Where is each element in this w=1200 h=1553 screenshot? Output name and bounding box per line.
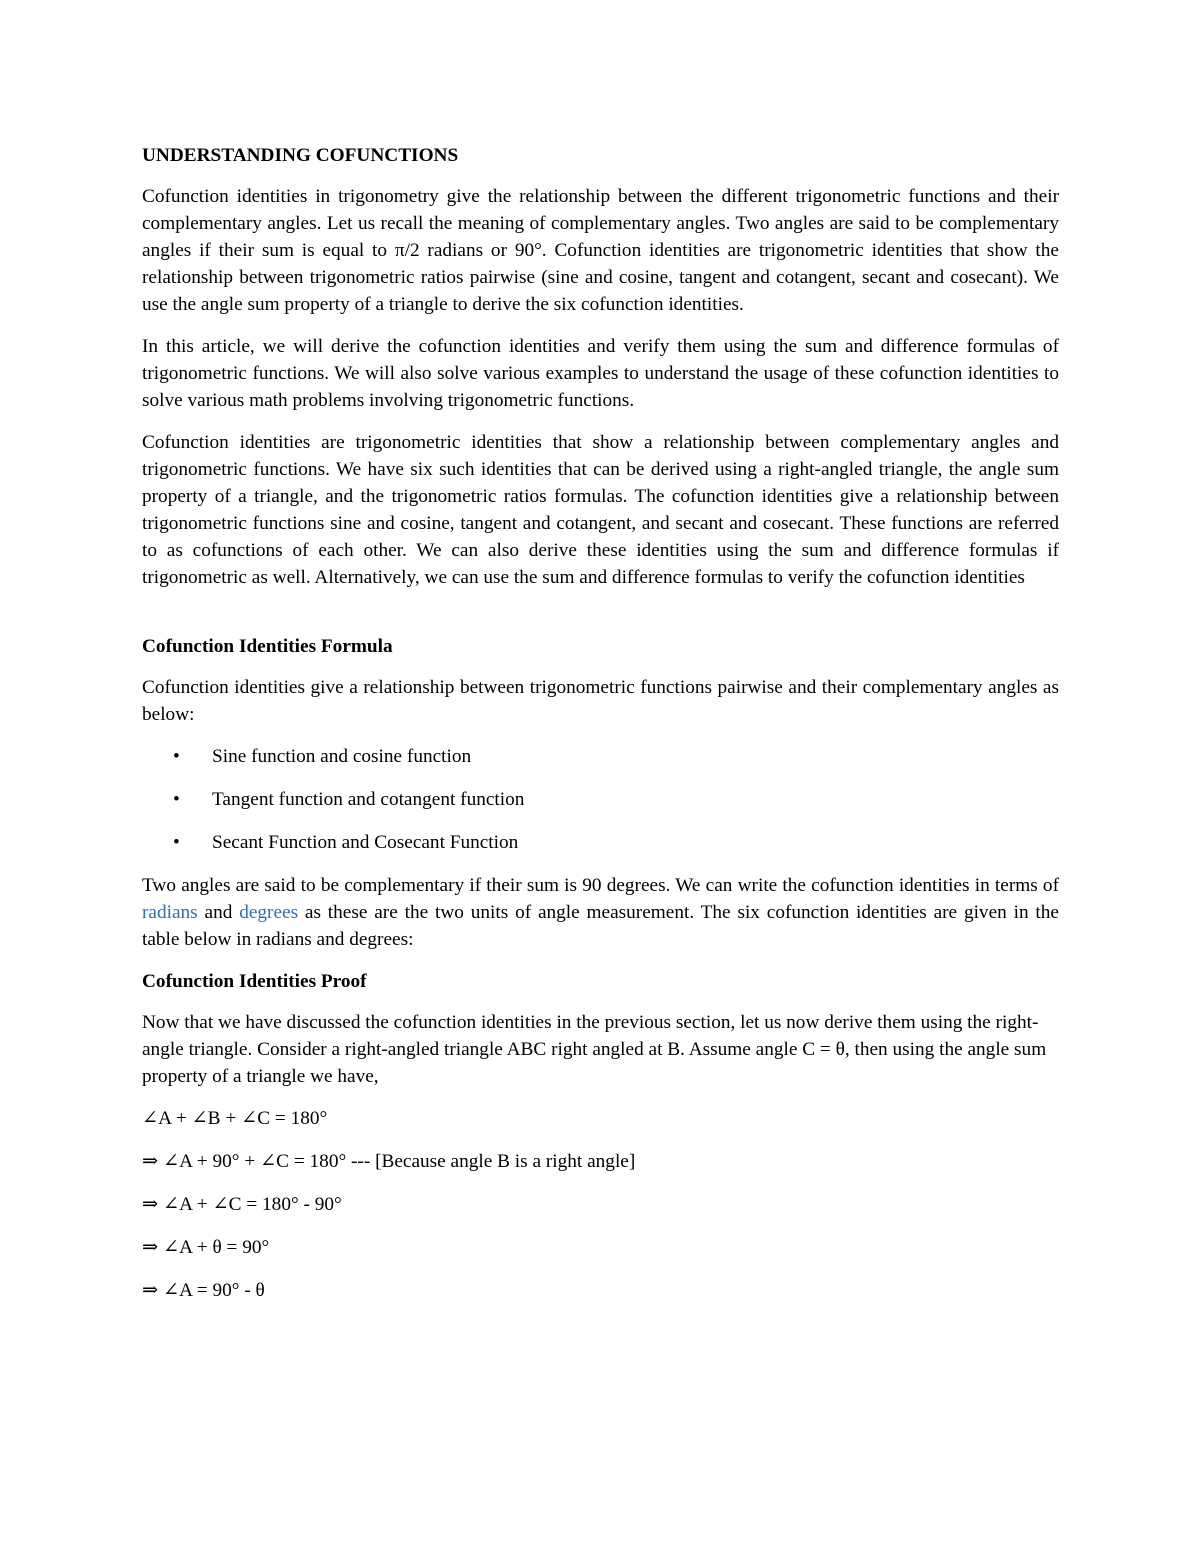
radians-link[interactable]: radians [142, 902, 198, 923]
list-item [142, 743, 1059, 770]
intro-paragraph-2: In this article, we will derive the cofunction identities and verify them using the sum and difference formulas of trigonometric functions. We will also solve various examples to understand the usage of these cofunction identities to solve various math problems involving trigonometric functions. [142, 336, 1059, 411]
list-item-text: Secant Function and Cosecant Function [212, 832, 519, 853]
units-text-end: as these are the two units of angle measurement. The six cofunction identities are given in the table below in radians and degrees: [142, 902, 1059, 950]
list-item [142, 786, 1059, 813]
cofunction-pairs-list [142, 743, 1059, 856]
list-item [142, 829, 1059, 856]
degrees-link[interactable]: degrees [239, 902, 299, 923]
equation-line: ⇒ ∠A + θ = 90° [142, 1237, 270, 1258]
bullet-icon: • [173, 746, 180, 767]
units-paragraph [142, 872, 1059, 953]
intro-paragraph-3: Cofunction identities are trigonometric identities that show a relationship between complementary angles and trigonometric functions. We have six such identities that can be derived using a right-angled triangle, the angle sum property of a triangle, and the trigonometric ratios formulas. The cofunction identities give a relationship between trigonometric functions sine and cosine, tangent and cotangent, and secant and cosecant. These functions are referred to as cofunctions of each other. We can also derive these identities using the sum and difference formulas if trigonometric as well. Alternatively, we can use the sum and difference formulas to verify the cofunction identities [142, 432, 1059, 588]
units-text-and: and [197, 902, 240, 923]
bullet-icon: • [173, 832, 180, 853]
equation-line: ⇒ ∠A + ∠C = 180° - 90° [142, 1194, 342, 1215]
intro-paragraph-1: Cofunction identities in trigonometry give the relationship between the different trigonometric functions and their complementary angles. Let us recall the meaning of complementary angles. Two angles are said to be complementary angles if their sum is equal to π/2 radians or 90°. Cofunction identities are trigonometric identities that show the relationship between trigonometric ratios pairwise (sine and cosine, tangent and cotangent, secant and cosecant). We use the angle sum property of a triangle to derive the six cofunction identities. [142, 186, 1059, 315]
page-title: UNDERSTANDING COFUNCTIONS [142, 145, 459, 166]
document-page [142, 138, 1059, 1320]
units-text-start: Two angles are said to be complementary if their sum is 90 degrees. We can write the cofunction identities in terms of [142, 875, 1059, 896]
proof-section-heading: Cofunction Identities Proof [142, 971, 367, 992]
equation-line: ⇒ ∠A = 90° - θ [142, 1280, 265, 1301]
list-item-text: Tangent function and cotangent function [212, 789, 525, 810]
proof-intro-paragraph: Now that we have discussed the cofunction identities in the previous section, let us now derive them using the right-angle triangle. Consider a right-angled triangle ABC right angled at B. Assume angle C = θ, then using the angle sum property of a triangle we have, [142, 1012, 1047, 1087]
formula-intro-paragraph: Cofunction identities give a relationship between trigonometric functions pairwise and their complementary angles as below: [142, 677, 1059, 725]
formula-section-heading: Cofunction Identities Formula [142, 636, 393, 657]
bullet-icon: • [173, 789, 180, 810]
list-item-text: Sine function and cosine function [212, 746, 472, 767]
equation-line: ∠A + ∠B + ∠C = 180° [142, 1108, 328, 1129]
equation-line: ⇒ ∠A + 90° + ∠C = 180° --- [Because angle B is a right angle] [142, 1151, 636, 1172]
